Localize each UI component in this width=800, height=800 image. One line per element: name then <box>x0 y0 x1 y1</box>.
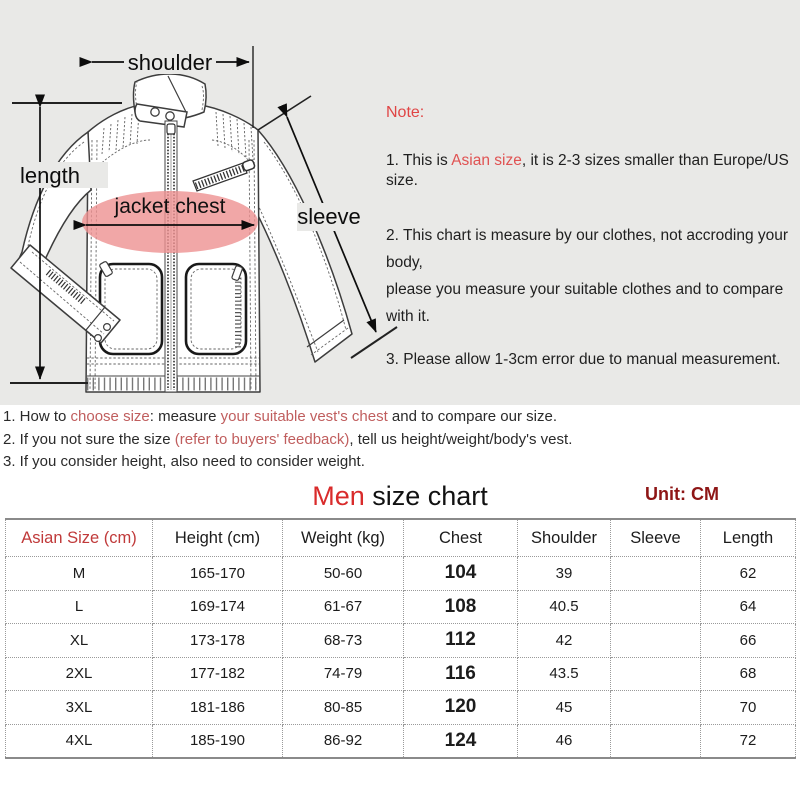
tip-1-text-2: : measure <box>149 408 221 425</box>
table-cell: L <box>6 590 153 624</box>
tip-1-highlight-2: your suitable vest's chest <box>220 408 388 425</box>
table-cell: 80-85 <box>283 691 404 725</box>
table-cell: 42 <box>518 624 611 658</box>
col-header-sleeve: Sleeve <box>611 519 701 557</box>
col-header-length: Length <box>701 519 796 557</box>
jacket-chest-label: jacket chest <box>114 195 226 218</box>
table-cell: 181-186 <box>153 691 283 725</box>
sleeve-label: sleeve <box>297 204 361 229</box>
col-header-weight: Weight (kg) <box>283 519 404 557</box>
table-cell: 43.5 <box>518 657 611 691</box>
jacket-measurement-diagram <box>0 0 400 405</box>
table-cell: 64 <box>701 590 796 624</box>
col-header-height: Height (cm) <box>153 519 283 557</box>
chest-measurement <box>82 191 258 253</box>
table-cell: XL <box>6 624 153 658</box>
table-header-row <box>6 519 796 557</box>
table-cell <box>611 724 701 758</box>
table-cell: 124 <box>404 724 518 758</box>
table-cell: 61-67 <box>283 590 404 624</box>
table-cell: 3XL <box>6 691 153 725</box>
note-1-text: 1. This is <box>386 152 452 169</box>
table-cell <box>611 624 701 658</box>
table-cell <box>611 557 701 591</box>
notes-panel <box>386 103 798 370</box>
table-cell <box>611 657 701 691</box>
note-2-line2: please you measure your suitable clothes and to compare with it. <box>386 281 784 325</box>
note-2 <box>386 222 798 330</box>
table-cell: 68 <box>701 657 796 691</box>
tip-2-highlight: (refer to buyers' feedback) <box>174 430 350 448</box>
length-label: length <box>20 163 80 188</box>
table-cell: 39 <box>518 557 611 591</box>
table-row <box>6 624 796 658</box>
shoulder-label: shoulder <box>127 50 213 75</box>
table-cell: 45 <box>518 691 611 725</box>
table-cell: 74-79 <box>283 657 404 691</box>
unit-label: Unit: CM <box>645 484 719 504</box>
table-cell: 68-73 <box>283 624 404 658</box>
table-cell: 66 <box>701 624 796 658</box>
tip-2-text-2: , tell us height/weight/body's vest. <box>349 430 573 448</box>
table-cell: 108 <box>404 590 518 624</box>
col-header-asian-size: Asian Size (cm) <box>6 519 153 557</box>
tip-2-text: 2. If you not sure the size <box>3 430 175 448</box>
table-title-red: Men <box>312 481 365 511</box>
table-cell: M <box>6 557 153 591</box>
table-cell: 169-174 <box>153 590 283 624</box>
tip-1-highlight-1: choose size <box>70 408 150 425</box>
right-pocket <box>186 264 246 354</box>
right-sleeve <box>248 130 352 362</box>
table-cell: 50-60 <box>283 557 404 591</box>
table-cell: 46 <box>518 724 611 758</box>
tip-2 <box>3 429 783 452</box>
front-zipper <box>165 121 177 392</box>
table-cell: 40.5 <box>518 590 611 624</box>
table-row <box>6 691 796 725</box>
table-row <box>6 590 796 624</box>
table-cell: 185-190 <box>153 724 283 758</box>
tip-1 <box>3 406 783 429</box>
note-1-highlight: Asian size <box>451 152 522 169</box>
table-cell: 173-178 <box>153 624 283 658</box>
col-header-chest: Chest <box>404 519 518 557</box>
table-title-rest: size chart <box>364 481 488 511</box>
table-cell <box>611 691 701 725</box>
table-row <box>6 557 796 591</box>
table-cell: 4XL <box>6 724 153 758</box>
tip-3: 3. If you consider height, also need to consider weight. <box>3 453 365 470</box>
table-cell: 86-92 <box>283 724 404 758</box>
table-row <box>6 657 796 691</box>
tip-1-text-3: and to compare our size. <box>387 408 557 425</box>
tip-1-text: 1. How to <box>3 408 71 425</box>
table-cell: 104 <box>404 557 518 591</box>
table-cell: 120 <box>404 691 518 725</box>
table-cell: 112 <box>404 624 518 658</box>
table-cell: 70 <box>701 691 796 725</box>
note-1 <box>386 151 798 191</box>
table-cell: 165-170 <box>153 557 283 591</box>
table-row <box>6 724 796 758</box>
table-cell: 62 <box>701 557 796 591</box>
table-cell: 177-182 <box>153 657 283 691</box>
left-pocket <box>99 261 162 354</box>
table-cell <box>611 590 701 624</box>
note-3: 3. Please allow 1-3cm error due to manual measurement. <box>386 351 781 368</box>
table-cell: 2XL <box>6 657 153 691</box>
notes-heading: Note: <box>386 104 425 121</box>
table-cell: 116 <box>404 657 518 691</box>
table-cell: 72 <box>701 724 796 758</box>
size-chart-table <box>5 518 796 759</box>
col-header-shoulder: Shoulder <box>518 519 611 557</box>
note-2-line1: 2. This chart is measure by our clothes, not accroding your body, <box>386 227 789 271</box>
note-1-text-end: , it is 2-3 sizes smaller than Europe/US size. <box>386 152 789 189</box>
sizing-tips <box>3 406 783 474</box>
